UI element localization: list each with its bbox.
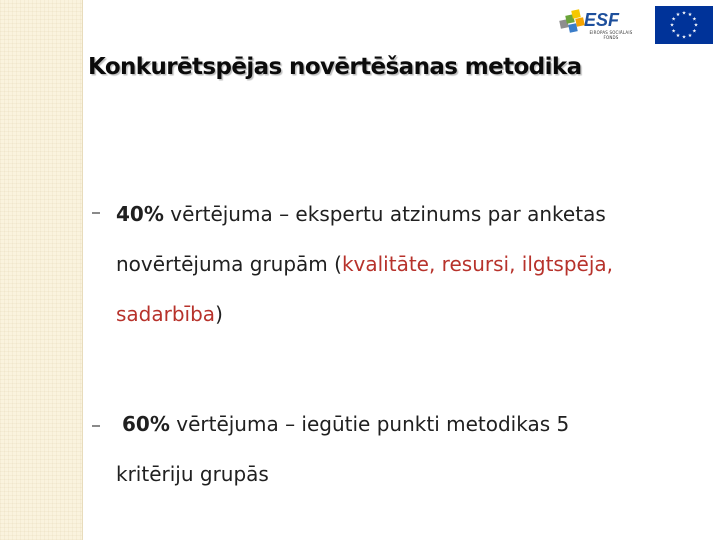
eu-star-icon: ★ [675,12,681,19]
esf-logo [556,6,636,46]
eu-star-icon: ★ [669,22,675,29]
bullet-1-text: vērtējuma – ekspertu atzinums par anketas novērtējuma grupām ( [116,202,606,276]
eu-star-icon: ★ [693,22,699,29]
esf-caption-line2: FONDS [603,35,619,40]
slide-title: Konkurētspējas novērtēšanas metodika [88,54,582,80]
eu-star-icon: ★ [671,28,676,35]
esf-caption [581,30,641,40]
decorative-side-strip [0,0,82,540]
bullet-1-highlight: kvalitāte, resursi, ilgtspēja, sadarbība [116,252,614,326]
eu-star-icon: ★ [681,34,687,41]
bullet-item-2 [116,399,636,499]
eu-star-icon: ★ [681,10,687,17]
bullet-2-percent: 60% [122,412,170,436]
bullet-marker [92,212,100,214]
eu-star-icon: ★ [692,16,697,23]
esf-caption-line1: EIROPAS SOCIĀLAIS [589,30,633,35]
bullet-marker [92,425,100,427]
eu-star-icon: ★ [671,16,676,23]
bullet-2-text: vērtējuma – iegūtie punkti metodikas 5 kritēriju grupās [116,412,570,486]
eu-star-icon: ★ [675,32,681,39]
eu-star-icon: ★ [687,12,693,19]
eu-flag-icon [655,6,713,44]
bullet-1-text-end: ) [215,302,223,326]
side-divider [82,0,83,540]
eu-star-icon: ★ [687,32,693,39]
eu-star-icon: ★ [692,28,697,35]
esf-logo-text: ESF [584,10,620,30]
bullet-item-1 [116,189,706,339]
bullet-1-percent: 40% [116,202,164,226]
